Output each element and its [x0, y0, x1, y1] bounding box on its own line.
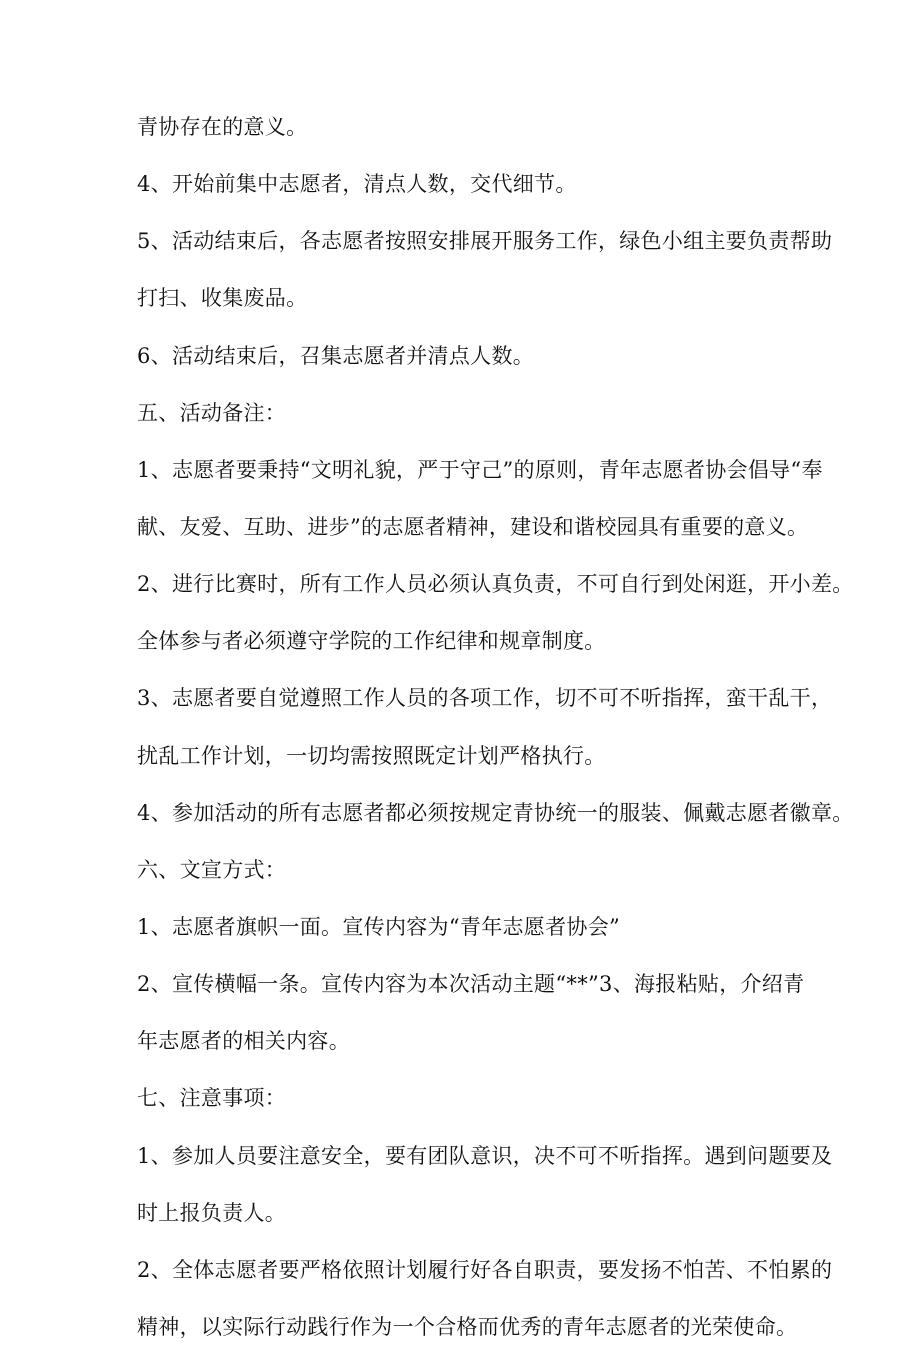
text-line-20: 时上报负责人。 [137, 1200, 287, 1225]
text-line-15: 1、志愿者旗帜一面。宣传内容为“青年志愿者协会” [137, 914, 621, 939]
section-heading-6: 六、文宣方式： [137, 857, 287, 882]
text-line-5: 6、活动结束后，召集志愿者并清点人数。 [137, 343, 535, 368]
text-line-4: 打扫、收集废品。 [137, 286, 308, 311]
section-heading-5: 五、活动备注： [137, 400, 287, 425]
text-line-10: 全体参与者必须遵守学院的工作纪律和规章制度。 [137, 629, 606, 654]
text-line-21: 2、全体志愿者要严格依照计划履行好各自职责，要发扬不怕苦、不怕累的 [137, 1257, 833, 1282]
text-line-19: 1、参加人员要注意安全，要有团队意识，决不可不听指挥。遇到问题要及 [137, 1143, 833, 1168]
text-line-1: 青协存在的意义。 [137, 115, 308, 139]
text-line-13: 4、参加活动的所有志愿者都必须按规定青协统一的服装、佩戴志愿者徽章。 [137, 800, 854, 825]
text-line-7: 1、志愿者要秉持“文明礼貌，严于守己”的原则，青年志愿者协会倡导“奉 [137, 457, 823, 482]
text-line-16: 2、宣传横幅一条。宣传内容为本次活动主题“**”3、海报粘贴，介绍青 [137, 972, 805, 997]
text-line-3: 5、活动结束后，各志愿者按照安排展开服务工作，绿色小组主要负责帮助 [137, 229, 833, 254]
text-line-11: 3、志愿者要自觉遵照工作人员的各项工作，切不可不听指挥，蛮干乱干， [137, 686, 833, 711]
text-line-2: 4、开始前集中志愿者，清点人数，交代细节。 [137, 172, 577, 197]
text-line-17: 年志愿者的相关内容。 [137, 1029, 350, 1054]
text-line-22: 精神，以实际行动践行作为一个合格而优秀的青年志愿者的光荣使命。 [137, 1314, 798, 1339]
text-line-9: 2、进行比赛时，所有工作人员必须认真负责，不可自行到处闲逛，开小差。 [137, 572, 854, 597]
document-body [137, 112, 854, 1369]
text-line-12: 扰乱工作计划，一切均需按照既定计划严格执行。 [137, 743, 606, 768]
section-heading-7: 七、注意事项： [137, 1086, 287, 1111]
text-line-8: 献、友爱、互助、进步”的志愿者精神，建设和谐校园具有重要的意义。 [137, 514, 809, 539]
